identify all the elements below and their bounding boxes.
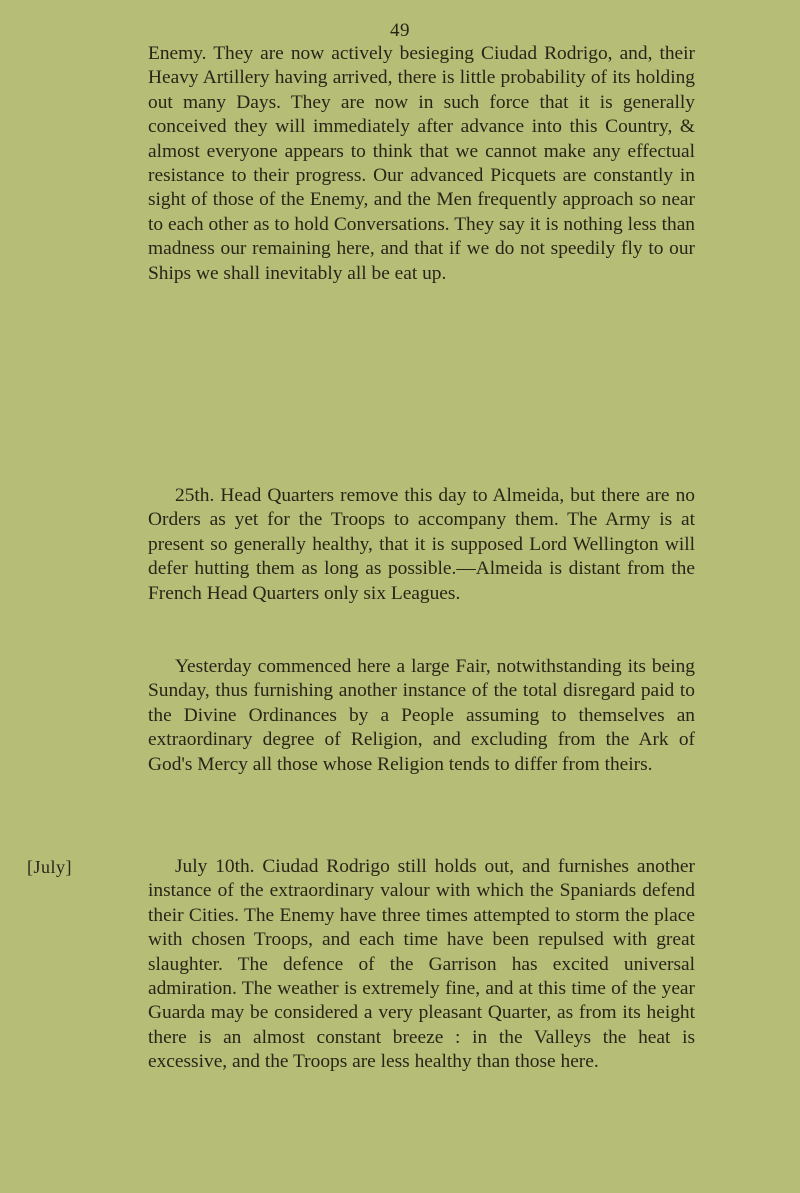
margin-note-month: [July] [27, 857, 72, 877]
paragraph-25th-head-quarters: 25th. Head Quarters remove this day to Almeida, but there are no Orders as yet for the Troops to accompany them. The Army is at present so generally healthy, that it is supposed Lord Wellington will defer hutting them as long as possible.—Almeida is distant from the French Head Quarters only six Leagues. [148, 485, 695, 604]
page-number: 49 [390, 20, 410, 41]
paragraph-enemy-besieging: Enemy. They are now actively besieging Ciudad Rodrigo, and, their Heavy Artillery having arrived, there is little probability of its holding out many Days. They are now in such force that it is generally conceived they will immediately after advance into this Country, & almost everyone appears to think that we cannot make any effectual resistance to their progress. Our advanced Picquets are constantly in sight of those of the Enemy, and the Men frequently approach so near to each other as to hold Conversations. They say it is nothing less than madness our remaining here, and that if we do not speedily fly to our Ships we shall inevitably all be eat up. [148, 43, 695, 284]
paragraph-july-10th: July 10th. Ciudad Rodrigo still holds out, and furnishes another instance of the extraordinary valour with which the Spaniards defend their Cities. The Enemy have three times attempted to storm the place with chosen Troops, and each time have been repulsed with great slaughter. The defence of the Garrison has excited universal admiration. The weather is extremely fine, and at this time of the year Guarda may be considered a very pleasant Quarter, as from its height there is an almost constant breeze : in the Valleys the heat is excessive, and the Troops are less healthy than those here. [148, 856, 695, 1073]
paragraph-fair-sunday: Yesterday commenced here a large Fair, notwithstanding its being Sunday, thus furnishing another instance of the total disregard paid to the Divine Ordinances by a People assuming to themselves an extraordinary degree of Religion, and excluding from the Ark of God's Mercy all those whose Religion tends to differ from theirs. [148, 656, 695, 775]
